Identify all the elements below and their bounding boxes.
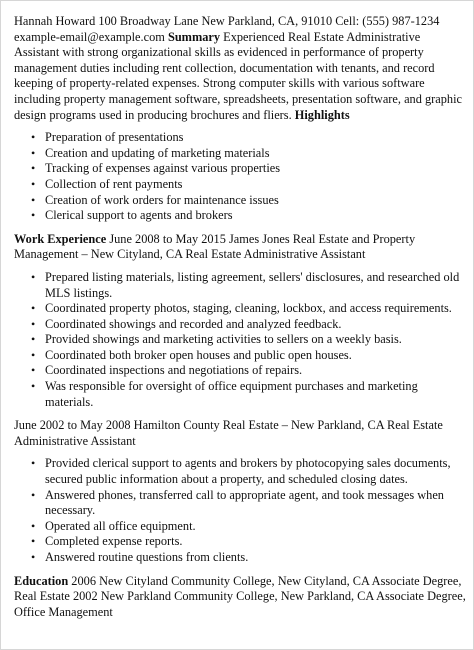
list-item: • Coordinated inspections and negotiations of repairs. <box>45 363 466 379</box>
list-item: • Coordinated showings and recorded and analyzed feedback. <box>45 317 466 333</box>
job2-line: June 2002 to May 2008 Hamilton County Real Estate – New Parkland, CA Real Estate Administrative Assistant <box>14 418 443 448</box>
list-item: • Tracking of expenses against various properties <box>45 161 466 177</box>
job1-bullets <box>14 270 466 410</box>
list-item: • Answered routine questions from clients. <box>45 550 466 566</box>
contact-line: Hannah Howard 100 Broadway Lane New Parkland, CA, 91010 Cell: (555) 987-1234 example-email@example.com <box>14 14 440 44</box>
work-experience-paragraph <box>14 232 466 263</box>
list-item: • Operated all office equipment. <box>45 519 466 535</box>
summary-text: Experienced Real Estate Administrative Assistant with strong organizational skills as evidenced in performance of property management duties including rent collection, documentation with tenants, and record keeping of property-related expenses. Strong computer skills with various software including property management software, spreadsheets, presentation software, and graphic design programs used in producing brochures and fliers. <box>14 29 462 122</box>
education-text: 2006 New Cityland Community College, New Cityland, CA Associate Degree, Real Estate 2002 New Parkland Community College, New Parkland, CA Associate Degree, Office Management <box>14 573 466 619</box>
list-item: • Provided showings and marketing activities to sellers on a weekly basis. <box>45 332 466 348</box>
header-paragraph <box>14 14 466 123</box>
list-item: • Answered phones, transferred call to appropriate agent, and took messages when necessary. <box>45 488 466 519</box>
list-item: • Provided clerical support to agents and brokers by photocopying sales documents, secured public information about a property, and scheduled closing dates. <box>45 456 466 487</box>
work-experience-heading: Work Experience <box>14 231 107 246</box>
list-item: • Creation of work orders for maintenance issues <box>45 193 466 209</box>
resume-content <box>14 14 466 620</box>
list-item: • Coordinated both broker open houses and public open houses. <box>45 348 466 364</box>
list-item: • Creation and updating of marketing materials <box>45 146 466 162</box>
highlights-heading: Highlights <box>294 107 350 122</box>
education-heading: Education <box>14 573 69 588</box>
highlights-list <box>14 130 466 224</box>
list-item: • Prepared listing materials, listing agreement, sellers' disclosures, and researched old MLS listings. <box>45 270 466 301</box>
list-item: • Coordinated property photos, staging, cleaning, lockbox, and access requirements. <box>45 301 466 317</box>
list-item: • Collection of rent payments <box>45 177 466 193</box>
list-item: • Completed expense reports. <box>45 534 466 550</box>
job1-line: June 2008 to May 2015 James Jones Real Estate and Property Management – New Cityland, CA Real Estate Administrative Assistant <box>14 231 416 262</box>
list-item: • Was responsible for oversight of office equipment purchases and marketing materials. <box>45 379 466 410</box>
education-paragraph <box>14 574 466 621</box>
list-item: • Preparation of presentations <box>45 130 466 146</box>
job2-bullets <box>14 456 466 565</box>
summary-heading: Summary <box>167 29 221 44</box>
list-item: • Clerical support to agents and brokers <box>45 208 466 224</box>
